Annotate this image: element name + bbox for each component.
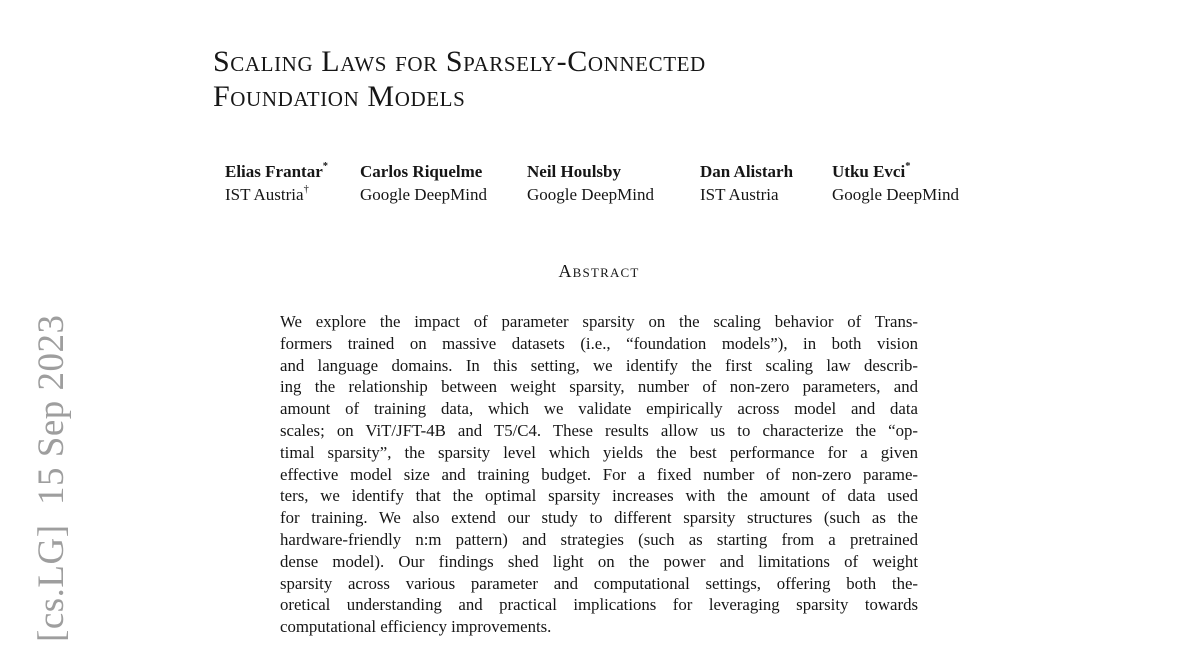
- paper-title-line1: Scaling Laws for Sparsely-Connected: [213, 45, 706, 78]
- author-name: Dan Alistarh: [700, 162, 794, 181]
- author-affiliation: Google DeepMind: [360, 185, 488, 204]
- abstract-line: computational efficiency improvements.: [280, 617, 552, 637]
- paper-title-line2: Foundation Models: [213, 80, 466, 113]
- abstract-line: amount of training data, which we validate empirically across model and data: [280, 399, 918, 419]
- paper-title: [213, 44, 993, 114]
- abstract-line: for training. We also extend our study to different sparsity structures (such as the: [280, 508, 918, 528]
- abstract-line: timal sparsity”, the sparsity level which yields the best performance for a given: [280, 442, 918, 462]
- author-affiliation: Google DeepMind: [527, 185, 655, 204]
- abstract-line: ters, we identify that the optimal sparsity increases with the amount of data used: [280, 486, 918, 506]
- abstract-line: effective model size and training budget. For a fixed number of non-zero parame-: [280, 464, 918, 484]
- abstract-line: and language domains. In this setting, we identify the first scaling law describ-: [280, 355, 918, 375]
- author-column-3: [527, 160, 654, 206]
- author-affiliation: Google DeepMind: [832, 185, 960, 204]
- author-name: Elias Frantar*: [225, 161, 328, 181]
- author-name-sup: *: [905, 161, 911, 173]
- author-column-1: [225, 160, 328, 206]
- arxiv-watermark: [cs.LG] 15 Sep 2023: [31, 314, 72, 642]
- abstract-line: formers trained on massive datasets (i.e., “foundation models”), in both vision: [280, 333, 918, 353]
- author-affiliation: IST Austria: [700, 185, 779, 204]
- abstract-body: [280, 311, 918, 638]
- author-column-4: [700, 160, 793, 206]
- author-affiliation-sup: †: [303, 184, 309, 196]
- abstract-line: We explore the impact of parameter sparsity on the scaling behavior of Trans-: [280, 312, 918, 331]
- author-name: Utku Evci*: [832, 161, 911, 181]
- abstract-line: ing the relationship between weight sparsity, number of non-zero parameters, and: [280, 377, 918, 397]
- author-name-sup: *: [322, 161, 328, 173]
- abstract-line: sparsity across various parameter and computational settings, offering both the-: [280, 573, 918, 593]
- abstract-line: hardware-friendly n:m pattern) and strategies (such as starting from a pretrained: [280, 529, 918, 549]
- abstract-line: dense model). Our findings shed light on the power and limitations of weight: [280, 551, 918, 571]
- abstract-heading: Abstract: [558, 261, 640, 281]
- abstract-line: oretical understanding and practical implications for leveraging sparsity towards: [280, 595, 918, 615]
- author-name: Neil Houlsby: [527, 162, 621, 181]
- abstract-line: scales; on ViT/JFT-4B and T5/C4. These results allow us to characterize the “op-: [280, 420, 918, 440]
- author-column-5: [832, 160, 959, 206]
- author-column-2: [360, 160, 487, 206]
- author-affiliation: IST Austria†: [225, 184, 309, 204]
- author-name: Carlos Riquelme: [360, 162, 483, 181]
- author-block: [0, 160, 1200, 210]
